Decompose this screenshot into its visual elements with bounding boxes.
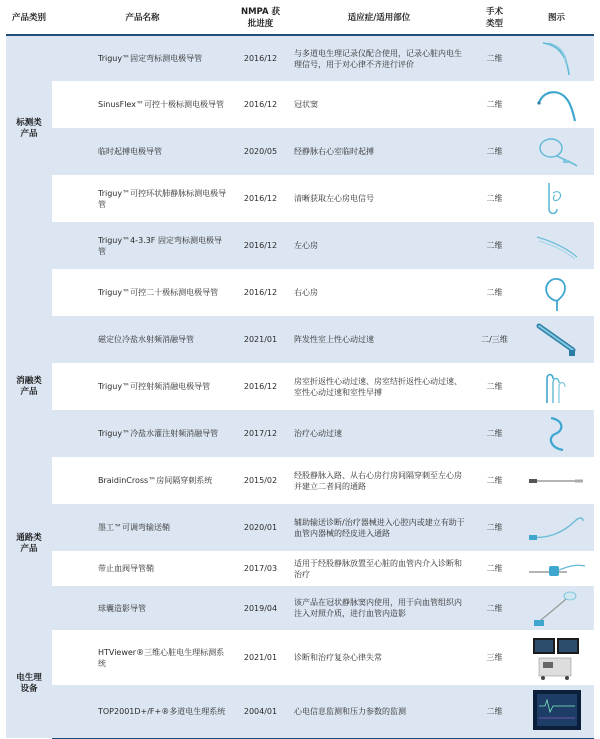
figure-cell (519, 128, 594, 175)
figure-cell (519, 269, 594, 316)
surgery-type: 二维 (470, 222, 519, 269)
header-progress-line2: 批进度 (247, 19, 274, 29)
product-name: Triguy™4-3.3F 固定弯标测电极导管 (52, 222, 233, 269)
category-line2: 设备 (20, 684, 38, 694)
surgery-type: 二维 (470, 175, 519, 222)
category-cell (6, 35, 52, 222)
catheter-ring-icon (537, 273, 577, 313)
surgery-type: 二/三维 (470, 316, 519, 363)
figure-cell (519, 316, 594, 363)
category-line1: 通路类 (16, 532, 42, 543)
header-surgery-line1: 手术 (485, 7, 503, 17)
surgery-type: 二维 (470, 35, 519, 81)
header-category: 产品类别 (6, 2, 52, 35)
product-name: HTViewer®三维心脏电生理标测系统 (52, 630, 233, 685)
surgery-type: 二维 (470, 457, 519, 504)
figure-cell (519, 222, 594, 269)
indication: 阵发性室上性心动过速 (288, 316, 470, 363)
sheath-curve-icon (529, 513, 585, 543)
approval-date: 2021/01 (233, 316, 288, 363)
table-row (6, 222, 594, 269)
figure-cell (519, 685, 594, 738)
ablation-catheter-icon (535, 320, 579, 360)
catheter-loop-icon (537, 179, 577, 219)
indication: 心电信息监测和压力参数的监测 (288, 685, 470, 738)
approval-date: 2016/12 (233, 175, 288, 222)
indication: 诊断和治疗复杂心律失常 (288, 630, 470, 685)
header-progress (233, 2, 288, 35)
table-row (6, 363, 594, 410)
table-row (6, 685, 594, 738)
table-row (6, 586, 594, 630)
balloon-catheter-icon (532, 588, 582, 628)
puncture-needle-icon (527, 471, 587, 491)
product-name: 带止血阀导管鞘 (52, 551, 233, 586)
indication: 房室折返性心动过速、房室结折返性心动过速、室性心动过速和室性早搏 (288, 363, 470, 410)
indication: 与多道电生理记录仪配合使用，记录心脏内电生理信号，用于对心律不齐进行评价 (288, 35, 470, 81)
approval-date: 2017/03 (233, 551, 288, 586)
surgery-type: 二维 (470, 410, 519, 457)
product-name: 墨工™可调弯输送鞘 (52, 504, 233, 551)
indication: 经股静脉入路、从右心房行房间隔穿刺至左心房并建立二者间的通路 (288, 457, 470, 504)
header-figure: 图示 (519, 2, 594, 35)
approval-date: 2019/04 (233, 586, 288, 630)
surgery-type: 三维 (470, 630, 519, 685)
category-line1: 标测类 (16, 118, 42, 128)
table-row (6, 504, 594, 551)
table-row (6, 175, 594, 222)
product-name: SinusFlex™可控十极标测电极导管 (52, 81, 233, 128)
category-cell (6, 457, 52, 630)
surgery-type: 二维 (470, 685, 519, 738)
category-line1: 消融类 (16, 375, 42, 386)
approval-date: 2016/12 (233, 222, 288, 269)
header-surgery-line2: 类型 (485, 19, 503, 29)
catheter-coil-icon (535, 132, 579, 172)
surgery-type: 二维 (470, 81, 519, 128)
indication: 清晰获取左心房电信号 (288, 175, 470, 222)
surgery-type: 二维 (470, 551, 519, 586)
table-row (6, 316, 594, 363)
catheter-thin-icon (535, 231, 579, 261)
product-name: Triguy™可控射频消融电极导管 (52, 363, 233, 410)
surgery-type: 二维 (470, 363, 519, 410)
table-row (6, 269, 594, 316)
product-name: 临时起搏电极导管 (52, 128, 233, 175)
product-name: 磁定位冷盐水射频消融导管 (52, 316, 233, 363)
product-name: TOP2001D+/F+®多道电生理系统 (52, 685, 233, 738)
category-cell (6, 630, 52, 738)
indication: 左心房 (288, 222, 470, 269)
figure-cell (519, 630, 594, 685)
indication: 治疗心动过速 (288, 410, 470, 457)
header-name: 产品名称 (52, 2, 233, 35)
figure-cell (519, 551, 594, 586)
indication: 右心房 (288, 269, 470, 316)
product-name: Triguy™固定弯标测电极导管 (52, 35, 233, 81)
header-row (6, 2, 594, 35)
table-row (6, 551, 594, 586)
approval-date: 2016/12 (233, 81, 288, 128)
mapping-workstation-icon (531, 634, 583, 682)
approval-date: 2016/12 (233, 35, 288, 81)
category-cell (6, 316, 52, 457)
indication: 该产品在冠状静脉窦内使用，用于向血管组织内注入对照介质，进行血管内造影 (288, 586, 470, 630)
approval-date: 2004/01 (233, 685, 288, 738)
figure-cell (519, 586, 594, 630)
approval-date: 2016/12 (233, 269, 288, 316)
product-name: Triguy™可控环状肺静脉标测电极导管 (52, 175, 233, 222)
monitor-screen-icon (531, 688, 583, 734)
indication: 适用于经股静脉放置至心脏的血管内介入诊断和治疗 (288, 551, 470, 586)
header-progress-line1: NMPA 获 (240, 7, 281, 17)
approval-date: 2020/01 (233, 504, 288, 551)
product-name: Triguy™可控二十极标测电极导管 (52, 269, 233, 316)
table-row (6, 410, 594, 457)
table-row (6, 128, 594, 175)
figure-cell (519, 81, 594, 128)
table-row (6, 630, 594, 685)
indication: 冠状窦 (288, 81, 470, 128)
approval-date: 2017/12 (233, 410, 288, 457)
catheter-hook-icon (535, 85, 579, 125)
product-name: 球囊造影导管 (52, 586, 233, 630)
surgery-type: 二维 (470, 586, 519, 630)
approval-date: 2015/02 (233, 457, 288, 504)
catheter-fixed-curve-icon (537, 39, 577, 79)
indication: 经静脉右心室临时起搏 (288, 128, 470, 175)
category-line1: 电生理 (16, 673, 42, 683)
product-name: BraidinCross™房间隔穿刺系统 (52, 457, 233, 504)
figure-cell (519, 410, 594, 457)
table-row (6, 35, 594, 81)
header-indication: 适应症/适用部位 (288, 2, 470, 35)
approval-date: 2020/05 (233, 128, 288, 175)
ablation-multi-icon (537, 367, 577, 407)
figure-cell (519, 504, 594, 551)
surgery-type: 二维 (470, 504, 519, 551)
figure-cell (519, 35, 594, 81)
figure-cell (519, 175, 594, 222)
valve-sheath-icon (527, 556, 587, 582)
category-line2: 产品 (20, 386, 38, 397)
category-line2: 产品 (20, 543, 38, 554)
indication: 辅助输送诊断/治疗器械进入心腔内或建立有助于血管内器械的经皮进入通路 (288, 504, 470, 551)
approval-date: 2016/12 (233, 363, 288, 410)
table-row (6, 81, 594, 128)
table-row (6, 457, 594, 504)
surgery-type: 二维 (470, 269, 519, 316)
figure-cell (519, 363, 594, 410)
product-name: Triguy™冷盐水灌注射频消融导管 (52, 410, 233, 457)
category-line2: 产品 (20, 129, 38, 139)
category-cell-blank (6, 222, 52, 316)
irrigation-catheter-icon (537, 414, 577, 454)
approval-date: 2021/01 (233, 630, 288, 685)
product-table (6, 2, 594, 739)
header-surgery (470, 2, 519, 35)
surgery-type: 二维 (470, 128, 519, 175)
figure-cell (519, 457, 594, 504)
